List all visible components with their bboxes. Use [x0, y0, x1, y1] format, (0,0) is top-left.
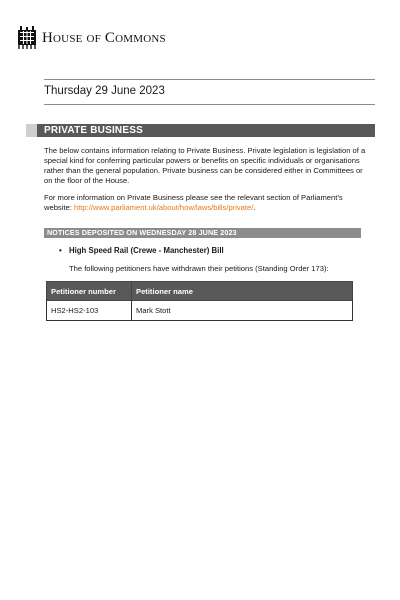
logo-text: House of Commons	[42, 29, 166, 46]
column-header-petitioner-name: Petitioner name	[132, 282, 353, 301]
table-header-row	[47, 282, 353, 301]
section-marker	[26, 124, 37, 137]
more-info-text: For more information on Private Business please see the relevant section of Parliament’s website:	[44, 193, 343, 212]
bill-list-item	[59, 246, 224, 255]
private-business-link[interactable]: http://www.parliament.uk/about/how/laws/bills/private/	[73, 203, 254, 212]
petitioner-number-cell: HS2-HS2-103	[47, 301, 132, 321]
bill-title: High Speed Rail (Crewe - Manchester) Bill	[69, 246, 224, 255]
petitioners-table	[46, 281, 353, 321]
intro-paragraph: The below contains information relating to Private Business. Private legislation is legislation of a special kind for conferring particular powers or benefits on specific individuals or organisations rather than the general population. Private business can be considered either in Committees or on the floor of the House.	[44, 146, 366, 185]
section-title: PRIVATE BUSINESS	[37, 124, 375, 137]
column-header-petitioner-number: Petitioner number	[47, 282, 132, 301]
portcullis-icon	[17, 26, 37, 50]
petitioner-name-cell: Mark Stott	[132, 301, 353, 321]
petition-intro: The following petitioners have withdrawn their petitions (Standing Order 173):	[69, 264, 329, 273]
bullet-icon: •	[59, 246, 62, 255]
house-of-commons-logo	[17, 26, 166, 50]
more-info-suffix: .	[253, 203, 256, 212]
top-divider	[44, 79, 375, 80]
more-info-paragraph	[44, 193, 366, 213]
document-date: Thursday 29 June 2023	[44, 85, 165, 97]
date-divider	[44, 104, 375, 105]
notices-heading: NOTICES DEPOSITED ON WEDNESDAY 28 JUNE 2023	[44, 228, 361, 238]
section-heading	[26, 124, 375, 137]
table-row	[47, 301, 353, 321]
